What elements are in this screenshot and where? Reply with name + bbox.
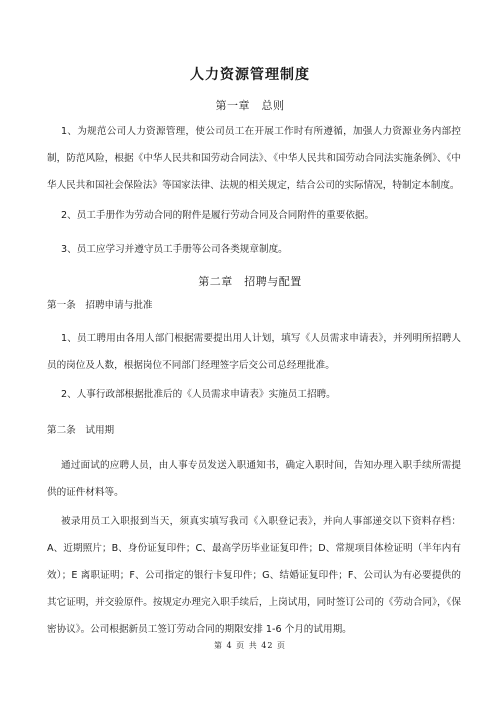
chapter-2-heading: 第二章 招聘与配置: [198, 275, 302, 288]
page-number-footer: 第 4 页 共 42 页: [214, 641, 286, 650]
article-1-heading: 第一条 招聘申请与批准: [47, 300, 153, 311]
chapter-1-paragraph-2: 2、员工手册作为劳动合同的附件是履行劳动合同及合同附件的重要依据。: [61, 210, 375, 221]
document-title: 人力资源管理制度: [190, 67, 310, 83]
article-2-paragraph-2: 被录用员工入职报到当天，须真实填写我司《入职登记表》，并向人事部递交以下资料存档：A、近期照片；B、身份证复印件；C、最高学历毕业证复印件；D、常规项目体检证明（半年内有效）；E 离职证明；F、公司指定的银行卡复印件；G、结婚证复印件；F、公司认为有必要提供的其它证明，并交验原件。按规定办理完入职手续后，上岗试用，同时签订公司的《劳动合同》，《保密协议》。公司根据新员工签订劳动合同的期限安排 1-6 个月的试用期。: [47, 516, 461, 635]
article-1-paragraph-2: 2、人事行政部根据批准后的《人员需求申请表》实施员工招聘。: [61, 389, 336, 400]
article-2-heading: 第二条 试用期: [47, 425, 115, 436]
chapter-1-paragraph-1: 1、为规范公司人力资源管理，使公司员工在开展工作时有所遵循，加强人力资源业务内部控制，防范风险，根据《中华人民共和国劳动合同法》、《中华人民共和国劳动合同法实施条例》、《中华人民共和国社会保险法》等国家法律、法规的相关规定，结合公司的实际情况，特制定本制度。: [47, 126, 461, 191]
article-1-paragraph-1: 1、员工聘用由各用人部门根据需要提出用人计划，填写《人员需求申请表》，并列明所招聘人员的岗位及人数，根据岗位不同部门经理签字后交公司总经理批准。: [47, 333, 461, 371]
chapter-1-paragraph-3: 3、员工应学习并遵守员工手册等公司各类规章制度。: [61, 244, 288, 255]
article-2-paragraph-1: 通过面试的应聘人员，由人事专员发送入职通知书，确定入职时间，告知办理入职手续所需提供的证件材料等。: [47, 460, 461, 498]
chapter-1-heading: 第一章 总则: [215, 99, 285, 112]
